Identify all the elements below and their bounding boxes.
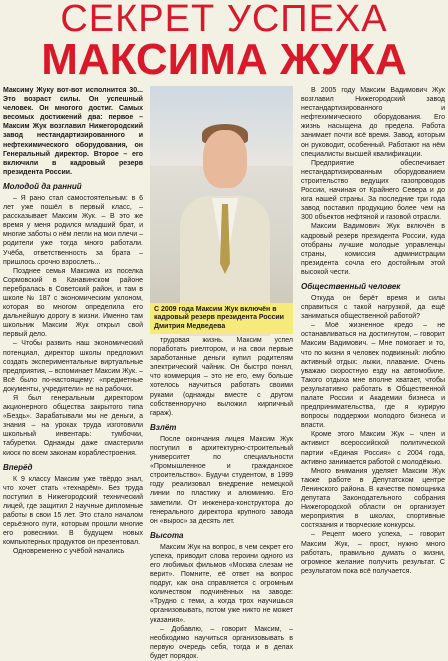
paragraph: Одновременно с учёбой начались [13,548,125,556]
column-1 [3,86,143,598]
paragraph: – Рецепт моего успеха, – говорит Максим Жук, – прост, нужно много работать, правильно думать о жизни, огромное желание получить результат. С результатом пока всё получается. [301,531,445,575]
paragraph: трудовая жизнь. Максим успел поработать риелтором, и на свои первые заработанные деньги купил родителям электрический чайник. Он быстро понял, что коммерция – это не его, ему больше хотелось научиться работать своими руками (однажды вместе с другом собственноручно выложил кирпичный гараж). [150,337,293,417]
paragraph: – Добавлю, – говорит Максим, – необходимо научиться организовывать в первую очередь себя, тогда и в делах будет порядок. [150,625,293,660]
paragraph: Много внимания уделяет Максим Жук также работе в Депутатском центре Ленинского района. В качестве помощника депутата Законодательного собрания Нижегородской области он организует мероприятия в школах, спортивные состязания и творческие конкурсы. [301,467,445,530]
paragraph: Кроме этого Максим Жук – член и активист всероссийской политической партии «Единая Россия» с 2004 года, активно занимается работой с молодёжью. [301,431,445,466]
photo-caption: С 2009 года Максим Жук включён в кадровый резерв президента России Дмитрия Медведева [150,303,293,335]
portrait-photo [150,86,293,334]
paragraph: Максим Вадимович Жук включён в кадровый резерв президента России, куда отобраны лучшие молодые управленцы страны, комиссия администрации президента сочла его достойным этой высокой чести. [301,223,445,276]
paragraph: – Моё жизненное кредо – не останавливаться на достигнутом, – говорит Максим Вадимович. – Мне помогает и то, что по жизни я человек подвижный: люблю активный отдых: лыжи, плавание. Очень уважаю скоростную езду на автомобиле. Такого отдыха мне вполне хватает, чтобы результативно работать в Общественной палате России и Академии бизнеса и предпринимательства, где я курирую вопросы поддержки молодого бизнеса и власти. [301,322,445,430]
paragraph: Позднее семья Максима из поселка Сормовский в Канавинском районе перебралась в Советский район, и там в школе № 187 с экономическим уклоном, которая во многом определила его дальнейшую дорогу в жизни. Именно там школьник Максим Жук открыл свой первый дело. [3,267,143,339]
paragraph: – Чтобы развить наш экономический потенциал, директор школы предложил создать экспериментальные виртуальные предприятия, – вспоминает Максим Жук. – Всё было по-настоящему: «предметные документы, учредители» не на рабочих. [3,340,143,393]
headline-line2: МАКСИМА ЖУКА [41,35,407,84]
subheading-young: Молодой да ранний [3,181,82,191]
subheading-public-person: Общественный человек [301,281,401,291]
headline-line1: СЕКРЕТ УСПЕХА [60,0,388,40]
column-3 [301,86,445,598]
face-shape [203,130,247,188]
subheading-takeoff: Взлёт [150,422,177,432]
paragraph: Максим Жук на вопрос, в чем секрет его успеха, приводит слова героини одного из его любимых фильмов «Москва слезам не верит». Помните, её ответ на вопрос подруг, как она справляется с огромным количеством подчинённых на заводе: «Трудно с теми, а когда трох научишься организовывать, потом уже никто не может указания». [150,543,293,624]
paragraph: Я был генеральным директором акционерного общества закрытого типа «Бездь». Зарабатывали мы не деньги, а знания – на уроках труда изготовили школьный инвентарь: тумбочки, табуретки. Однажды даже смастерили киоск по всем законам кораблестроения. [3,395,143,457]
paragraph: К 9 классу Максим уже твёрдо знал, что хочет стать «технарём». Без труда поступил в Нижегородский технический лицей, где защитил 2 научные дипломные работы в свои 15 лет. Это стало началом серьёзного пути, которым прошли многие его ровесники. В будущем новых компьютерных продуктов он презентовал. [3,475,143,547]
paragraph: После окончания лицея Максим Жук поступил в архитектурно-строительный университет по специальности «Промышленное и гражданское строительство». Будучи студентом, в 1999 году реализовал внедрение немецкой линии по пластику и алюминию. Его заметили. От инженера-конструктора до генерального директора крупного завода он «вырос» за десять лет. [150,435,293,525]
paragraph: – Я рано стал самостоятельным: в 6 лет уже пошёл в первый класс, – рассказывает Максим Жук. – В это же время у меня родился младший брат, и многие заботы о нём легли на мои плечи – родители уже тогда много работали. Учёба, ответственность за брата – пришлось срочно взрослеть... [3,194,143,266]
subheading-forward: Вперёд [3,462,33,472]
subheading-height: Высота [150,530,184,540]
paragraph: Предприятие обеспечивает нестандартизированным оборудованием строительство ведущих газопроводов России, начиная от Крайнего Севера и до юга нашей страны. За последние три года завод поставил продукцию более чем на 300 объектов нефтяной и газовой отрасли. [301,159,445,222]
paragraph: В 2005 году Максим Вадимович Жук возглавил Нижегородский завод нестандартизированного и нефтехимического оборудования. Его жизнь насыщена до предела. Работа занимает почти всё время. Завод, которым он руководит, особенный. Работают на нём специалисты высшей квалификации. [301,87,445,158]
column-2 [150,336,293,660]
lead-paragraph: Максиму Жуку вот-вот исполнится 30... Это возраст силы. Он успешный человек. Он многого достиг. Самых весомых достижений два: первое – Максим Жук возглавил Нижегородский завод нестандартизированного и нефтехимического оборудования, он Генеральный директор. Второе – его включили в кадровый резерв президента России. [3,87,143,176]
paragraph: Откуда он берёт время и силы справиться с такой нагрузкой, да ещё заниматься общественной работой? [301,294,445,321]
